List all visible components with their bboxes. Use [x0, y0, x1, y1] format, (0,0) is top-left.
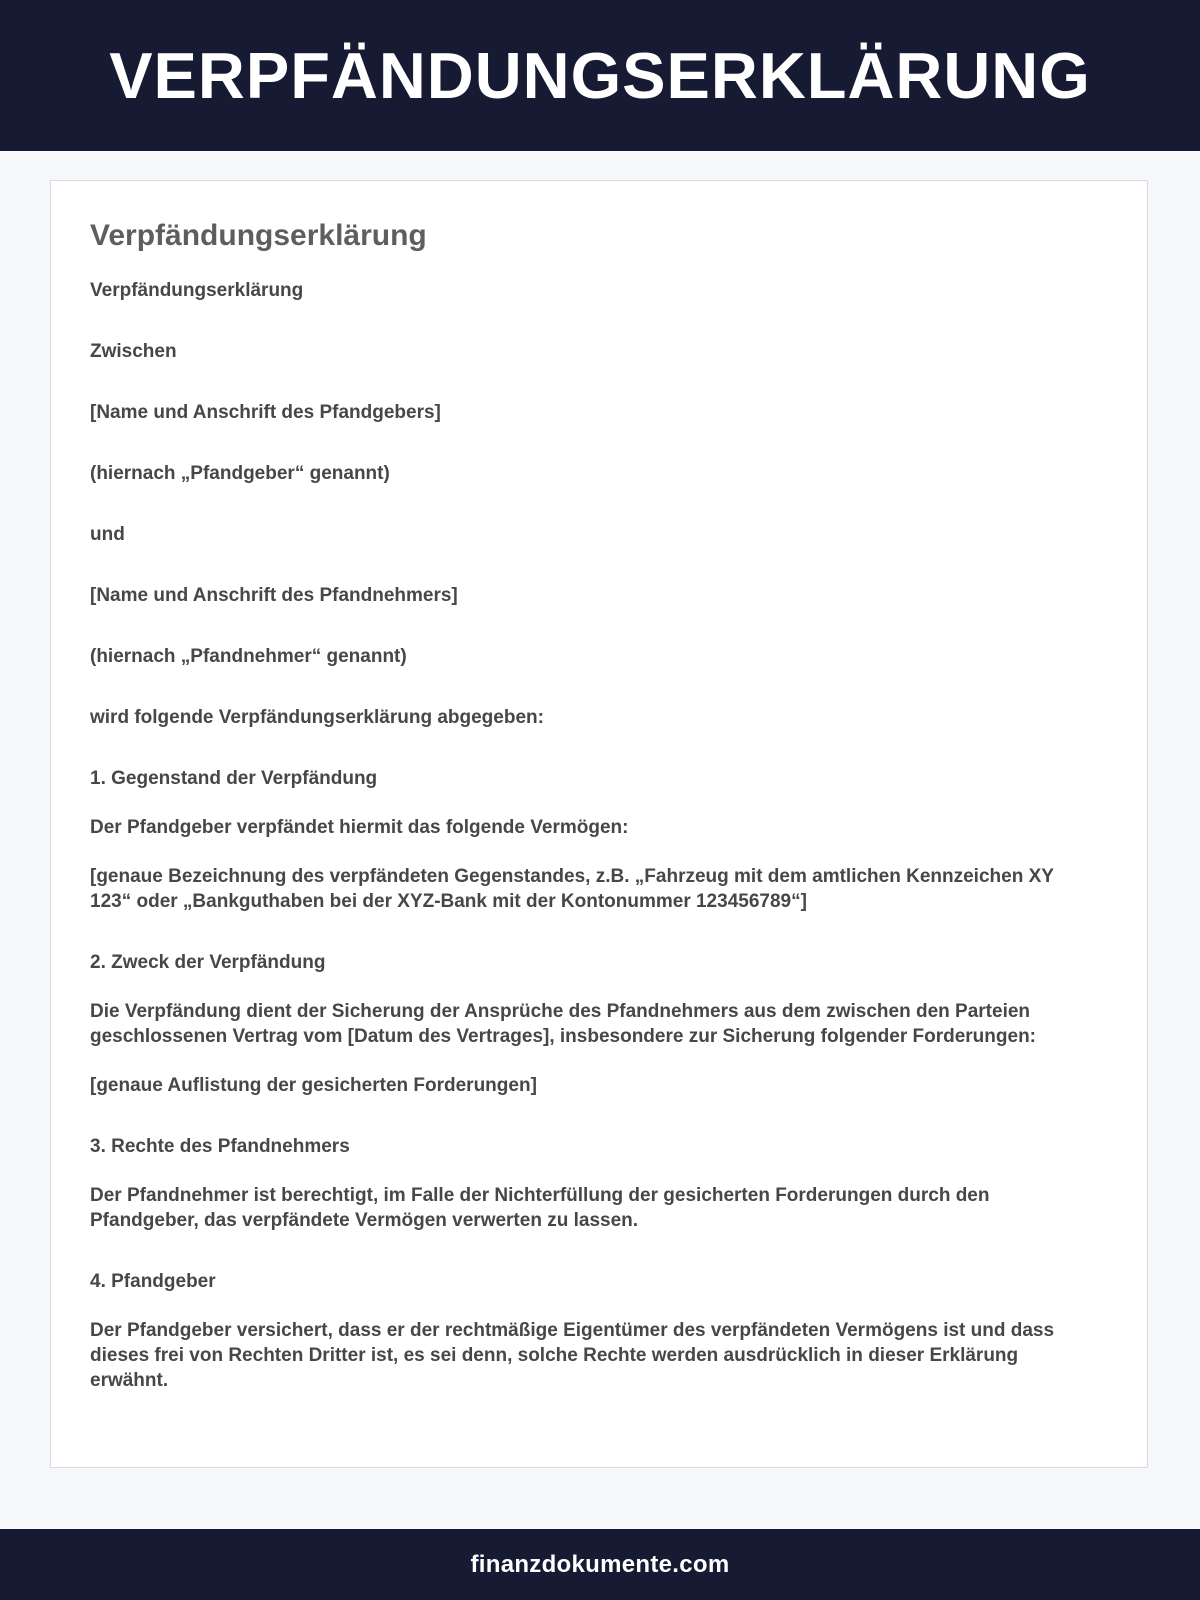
doc-line-pledgee-defined: (hiernach „Pfandnehmer“ genannt) [90, 646, 407, 667]
section-1-placeholder: [genaue Bezeichnung des verpfändeten Gegenstandes, z.B. „Fahrzeug mit dem amtlichen Kennzeichen XY 123“ oder „Bankguthaben bei der XYZ-Bank mit der Kontonummer 123456789“] [90, 866, 1054, 912]
section-3-heading: 3. Rechte des Pfandnehmers [90, 1136, 350, 1157]
section-4-heading: 4. Pfandgeber [90, 1271, 216, 1292]
doc-line-pledgor-placeholder: [Name und Anschrift des Pfandgebers] [90, 402, 441, 423]
section-1-heading: 1. Gegenstand der Verpfändung [90, 768, 378, 789]
page-footer [0, 1529, 1200, 1600]
footer-site-name: finanzdokumente.com [470, 1550, 730, 1578]
doc-line-intro: wird folgende Verpfändungserklärung abgegeben: [90, 707, 544, 728]
doc-line-pledgee-placeholder: [Name und Anschrift des Pfandnehmers] [90, 585, 458, 606]
page-header [0, 0, 1200, 151]
document-card [50, 180, 1148, 1468]
header-title: VERPFÄNDUNGSERKLÄRUNG [109, 39, 1091, 112]
section-1-text: Der Pfandgeber verpfändet hiermit das folgende Vermögen: [90, 817, 629, 838]
document-title: Verpfändungserklärung [90, 219, 427, 252]
section-2-text: Die Verpfändung dient der Sicherung der Ansprüche des Pfandnehmers aus dem zwischen den Parteien geschlossenen Vertrag vom [Datum des Vertrages], insbesondere zur Sicherung folgender Forderungen: [90, 1001, 1037, 1047]
section-2-placeholder: [genaue Auflistung der gesicherten Forderungen] [90, 1075, 537, 1096]
doc-line-between: Zwischen [90, 341, 177, 362]
section-2-heading: 2. Zweck der Verpfändung [90, 952, 326, 973]
doc-line-pledgor-defined: (hiernach „Pfandgeber“ genannt) [90, 463, 390, 484]
doc-line-and: und [90, 524, 125, 545]
section-3-text: Der Pfandnehmer ist berechtigt, im Falle der Nichterfüllung der gesicherten Forderungen durch den Pfandgeber, das verpfändete Vermögen verwerten zu lassen. [90, 1185, 990, 1231]
doc-line-heading: Verpfändungserklärung [90, 280, 304, 301]
section-4-text: Der Pfandgeber versichert, dass er der rechtmäßige Eigentümer des verpfändeten Vermögens ist und dass dieses frei von Rechten Dritter ist, es sei denn, solche Rechte werden ausdrücklich in dieser Erklärung erwähnt. [90, 1320, 1055, 1391]
